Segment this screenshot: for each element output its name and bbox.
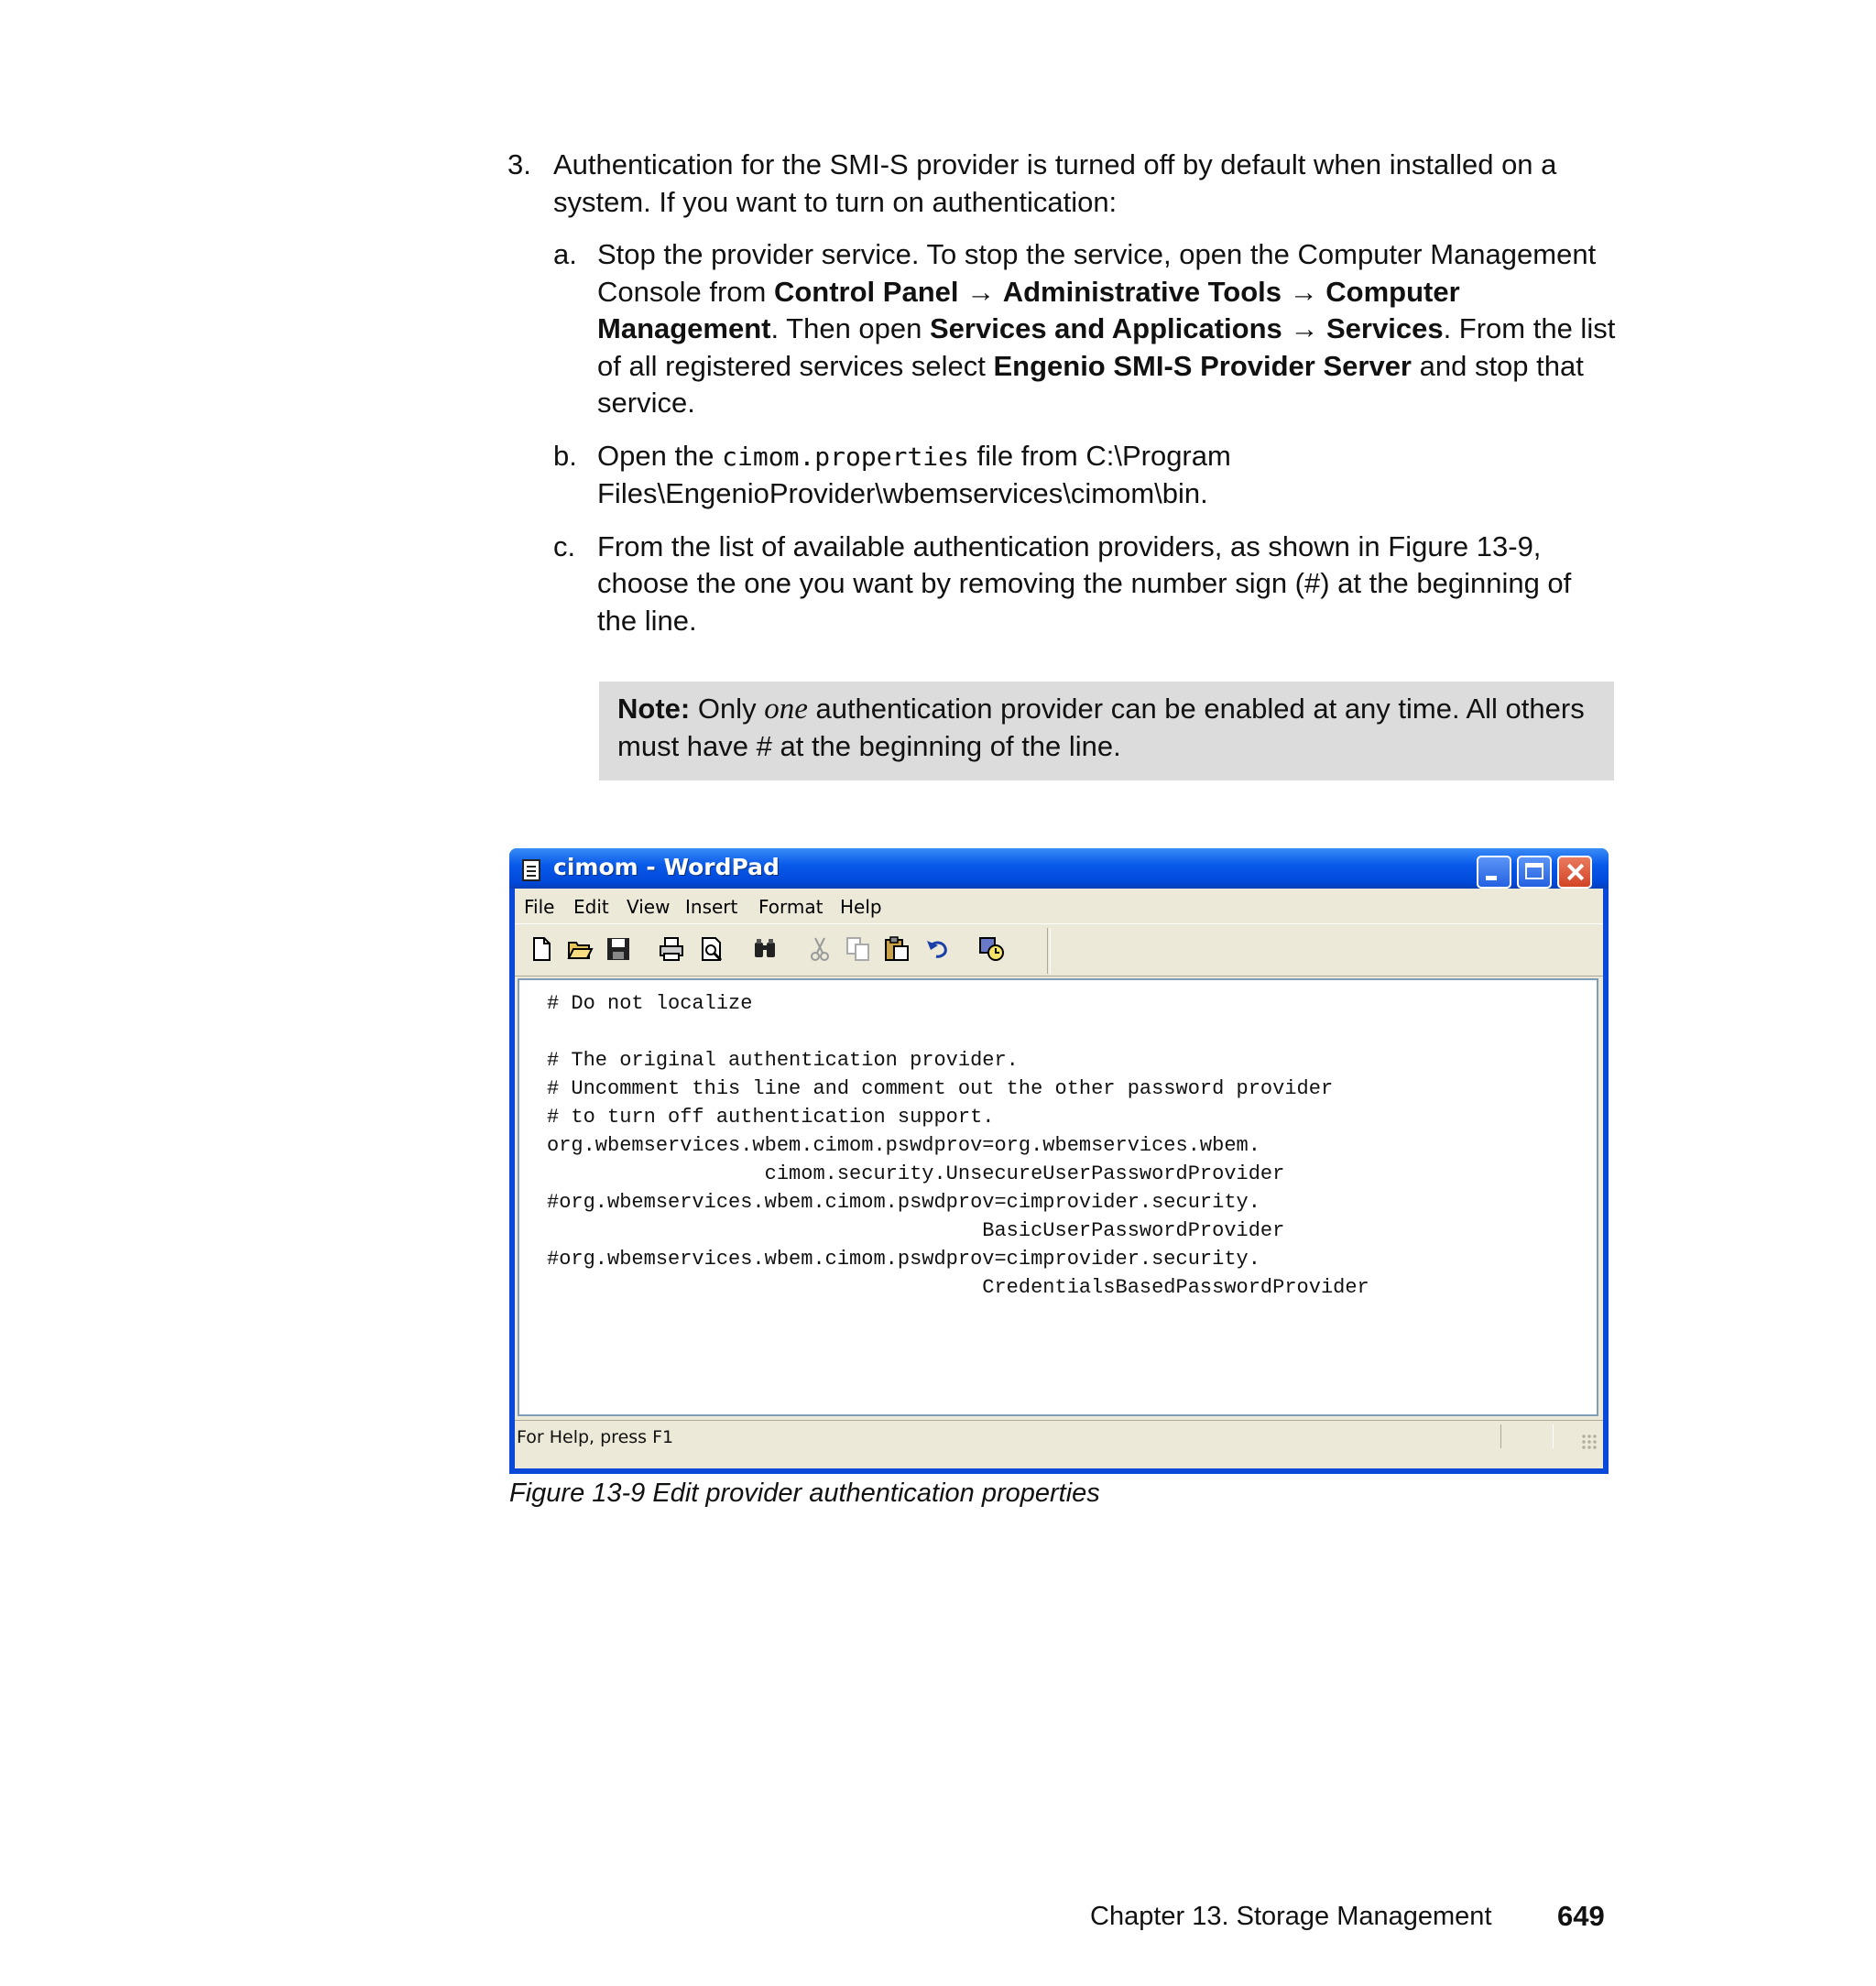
cut-icon[interactable] — [806, 935, 834, 963]
status-text: For Help, press F1 — [517, 1427, 674, 1447]
note-label: Note: — [617, 693, 691, 725]
undo-icon[interactable] — [923, 935, 951, 963]
wordpad-icon[interactable] — [522, 859, 540, 881]
paste-icon[interactable] — [883, 935, 911, 963]
substep-b-text: Open the cimom.properties file from C:\Program Files\EngenioProvider\wbemservices\cimom\bin. — [597, 439, 1231, 509]
engenio-provider-server: Engenio SMI-S Provider Server — [993, 349, 1412, 382]
services-and-applications: Services and Applications — [930, 312, 1282, 344]
substep-a-label: a. — [553, 238, 577, 270]
note-emphasis: one — [764, 693, 808, 726]
page-number: 649 — [1557, 1900, 1605, 1932]
substep-c-label: c. — [553, 529, 576, 562]
copy-icon[interactable] — [845, 935, 872, 963]
minimize-button[interactable] — [1477, 856, 1511, 889]
menu-help[interactable]: Help — [840, 896, 882, 918]
status-bar — [515, 1420, 1603, 1454]
toolbar-separator — [1047, 928, 1051, 974]
wordpad-window — [509, 848, 1609, 1474]
maximize-button[interactable] — [1517, 856, 1552, 889]
document-editor[interactable] — [518, 978, 1598, 1416]
menu-bar — [515, 889, 1603, 922]
title-bar[interactable] — [509, 848, 1609, 889]
services: Services — [1326, 312, 1444, 344]
substep-b-label: b. — [553, 439, 577, 472]
save-icon[interactable] — [605, 935, 632, 963]
date-time-icon[interactable] — [978, 935, 1006, 963]
menu-edit[interactable]: Edit — [573, 896, 609, 918]
control-panel: Control Panel — [773, 275, 959, 308]
window-title: cimom - WordPad — [553, 854, 780, 880]
status-panel — [1500, 1424, 1554, 1448]
menu-view[interactable]: View — [627, 896, 671, 918]
note-box: Note: Only one authentication provider can be enabled at any time. All others must have # at the beginning of the line. — [599, 682, 1614, 780]
open-icon[interactable] — [566, 935, 594, 963]
footer-chapter: Chapter 13. Storage Management — [1090, 1902, 1492, 1931]
close-button[interactable] — [1557, 856, 1592, 889]
document-text[interactable]: # Do not localize # The original authentication provider. # Uncomment this line and comment out the other password provider # to turn off authentication support. org.wbemservices.wbem.cimom.pswdprov=org.wbemservices.wbem. cimom.security.UnsecureUserPasswordProvider #org.wbemservices.wbem.cimom.pswdprov=cimprovider.security. BasicUserPasswordProvider #org.wbemservices.wbem.cimom.pswdprov=cimprovider.security. CredentialsBasedPasswordProvider — [547, 992, 1369, 1299]
figure-caption: Figure 13-9 Edit provider authentication properties — [509, 1479, 1100, 1508]
substep-c-text: From the list of available authentication providers, as shown in Figure 13-9, choose the one you want by removing the number sign (#) at the beginning of the line. — [597, 529, 1572, 637]
new-icon[interactable] — [528, 935, 555, 963]
toolbar — [515, 923, 1603, 977]
substep-a-text: Stop the provider service. To stop the service, open the Computer Management Console from Control Panel → Administrative Tools → Computer Management. Then open Services and Applications → Services. From the list of all registered services select Engenio SMI-S Provider Server and stop that service. — [597, 238, 1616, 419]
step-number: 3. — [507, 148, 531, 180]
administrative-tools: Administrative Tools — [1002, 275, 1282, 308]
print-preview-icon[interactable] — [698, 935, 725, 963]
substep-a — [553, 236, 1618, 422]
step-3 — [507, 147, 1618, 639]
menu-insert[interactable]: Insert — [685, 896, 738, 918]
computer-management: Computer Management — [597, 275, 1460, 344]
menu-file[interactable]: File — [524, 896, 555, 918]
find-icon[interactable] — [751, 935, 779, 963]
menu-format[interactable]: Format — [758, 896, 823, 918]
substep-b — [553, 438, 1618, 513]
step-3-intro: Authentication for the SMI-S provider is turned off by default when installed on a system. If you want to turn on authentication: — [553, 148, 1557, 218]
print-icon[interactable] — [658, 935, 685, 963]
substep-c — [553, 529, 1618, 640]
resize-grip[interactable] — [1581, 1434, 1598, 1450]
window-body — [515, 889, 1603, 1468]
filename-code: cimom.properties — [722, 441, 969, 472]
